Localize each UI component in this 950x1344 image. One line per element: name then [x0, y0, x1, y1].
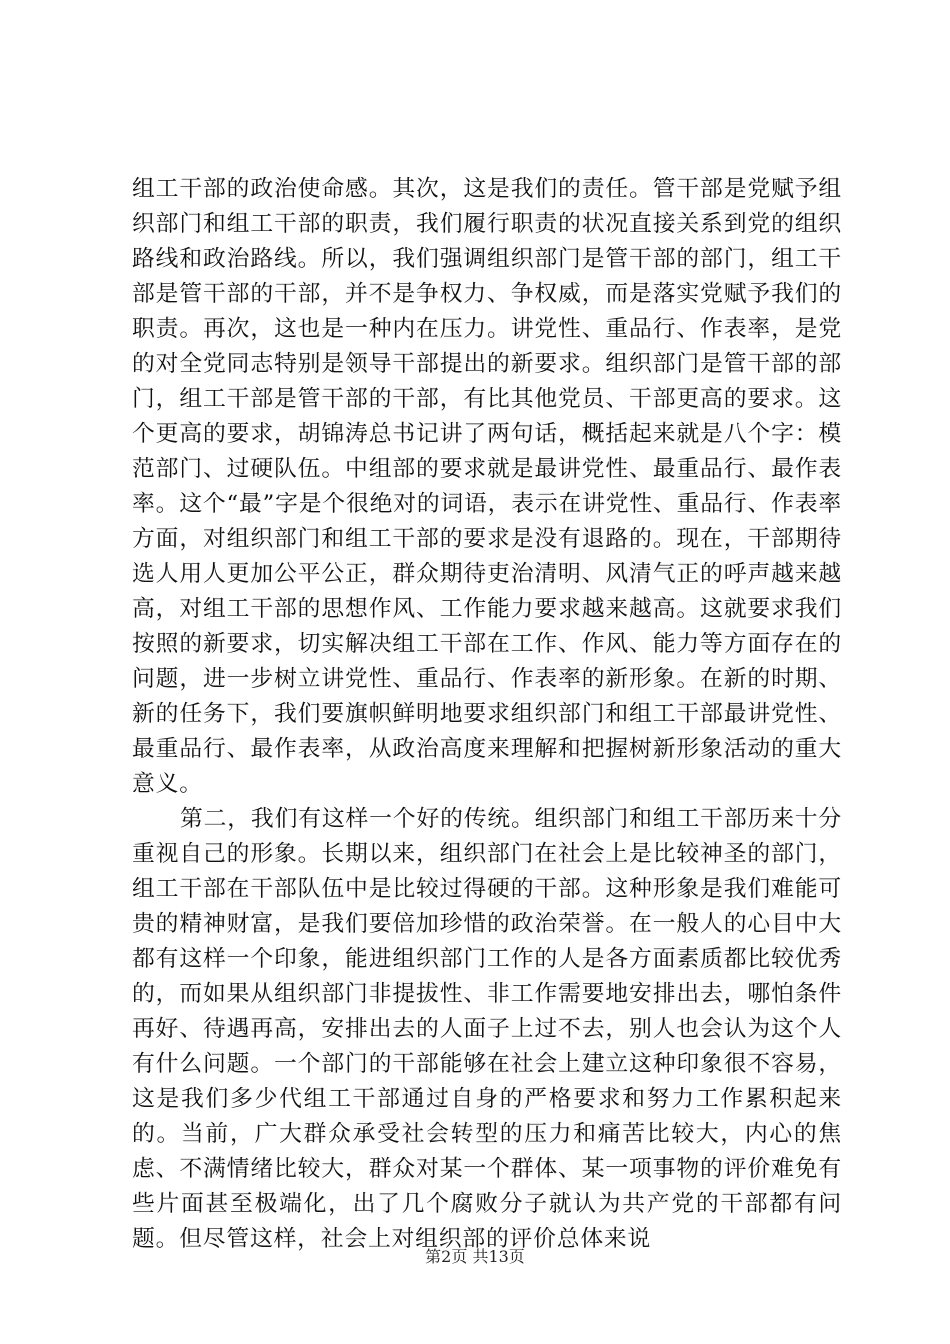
document-body: [132, 172, 842, 1257]
page-indicator: 第2页 共13页: [425, 1247, 525, 1266]
page-footer: [0, 1244, 950, 1267]
paragraph-2: 第二，我们有这样一个好的传统。组织部门和组工干部历来十分重视自己的形象。长期以来，组织部门在社会上是比较神圣的部门，组工干部在干部队伍中是比较过得硬的干部。这种形象是我们难能可贵的精神财富，是我们要倍加珍惜的政治荣誉。在一般人的心目中大都有这样一个印象，能进组织部门工作的人是各方面素质都比较优秀的，而如果从组织部门非提拔性、非工作需要地安排出去，哪怕条件再好、待遇再高，安排出去的人面子上过不去，别人也会认为这个人有什么问题。一个部门的干部能够在社会上建立这种印象很不容易，这是我们多少代组工干部通过自身的严格要求和努力工作累积起来的。当前，广大群众承受社会转型的压力和痛苦比较大，内心的焦虑、不满情绪比较大，群众对某一个群体、某一项事物的评价难免有些片面甚至极端化，出了几个腐败分子就认为共产党的干部都有问题。但尽管这样，社会上对组织部的评价总体来说: [132, 806, 842, 1252]
paragraph-1: 组工干部的政治使命感。其次，这是我们的责任。管干部是党赋予组织部门和组工干部的职责，我们履行职责的状况直接关系到党的组织路线和政治路线。所以，我们强调组织部门是管干部的部门，组工干部是管干部的干部，并不是争权力、争权威，而是落实党赋予我们的职责。再次，这也是一种内在压力。讲党性、重品行、作表率，是党的对全党同志特别是领导干部提出的新要求。组织部门是管干部的部门，组工干部是管干部的干部，有比其他党员、干部更高的要求。这个更高的要求，胡锦涛总书记讲了两句话，概括起来就是八个字：模范部门、过硬队伍。中组部的要求就是最讲党性、最重品行、最作表率。这个“最”字是个很绝对的词语，表示在讲党性、重品行、作表率方面，对组织部门和组工干部的要求是没有退路的。现在，干部期待选人用人更加公平公正，群众期待吏治清明、风清气正的呼声越来越高，对组工干部的思想作风、工作能力要求越来越高。这就要求我们按照的新要求，切实解决组工干部在工作、作风、能力等方面存在的问题，进一步树立讲党性、重品行、作表率的新形象。在新的时期、新的任务下，我们要旗帜鲜明地要求组织部门和组工干部最讲党性、最重品行、最作表率，从政治高度来理解和把握树新形象活动的重大意义。: [132, 176, 842, 797]
